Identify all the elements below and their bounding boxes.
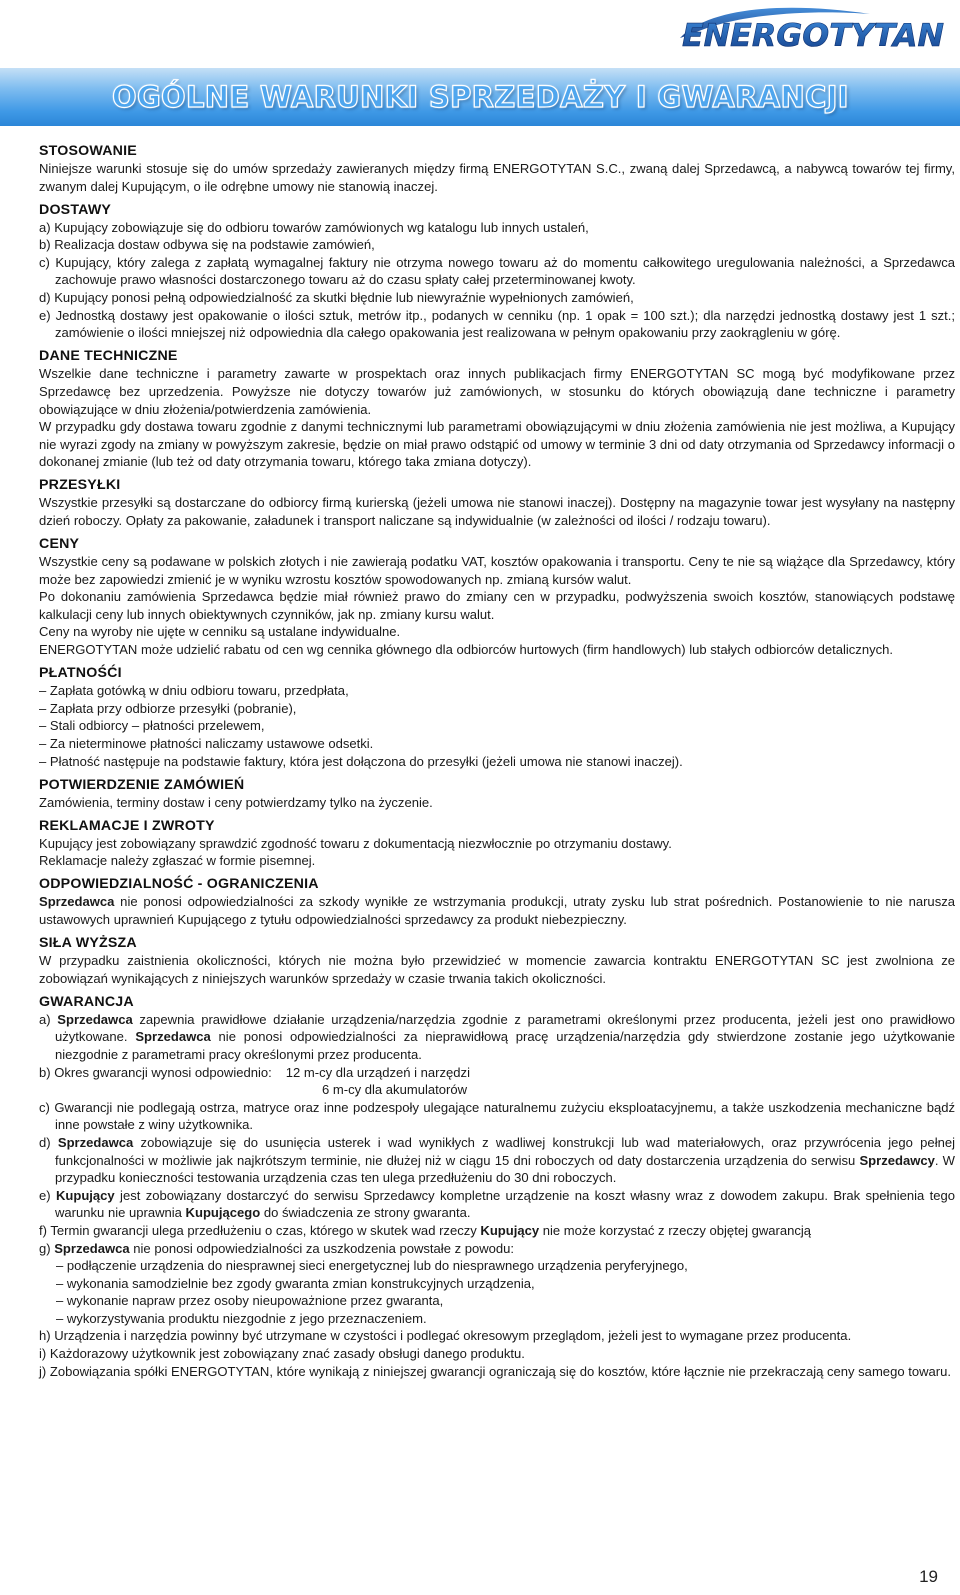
item-label: g) <box>39 1240 51 1256</box>
item-label: j) <box>39 1363 47 1379</box>
paragraph: Ceny na wyroby nie ujęte w cenniku są ustalane indywidualne. <box>39 624 401 640</box>
item-text: jest zobowiązany dostarczyć do serwisu Sprzedawcy kompletne urządzenie na koszt własny wraz z dowodem zakupu. Brak spełnienia tego warunku nie uprawnia <box>55 1187 956 1221</box>
section-sila-wyzsza <box>39 934 955 987</box>
list-item: – Zapłata przy odbiorze przesyłki (pobranie), <box>39 700 297 716</box>
paragraph: Zamówienia, terminy dostaw i ceny potwierdzamy tylko na życzenie. <box>39 794 433 810</box>
warranty-item-h <box>39 1327 955 1345</box>
section-heading: ODPOWIEDZIALNOŚĆ - OGRANICZENIA <box>39 876 319 893</box>
section-heading: DANE TECHNICZNE <box>39 348 178 365</box>
bold-term: Kupujący <box>480 1222 540 1238</box>
list-item: b) Realizacja dostaw odbywa się na podstawie zamówień, <box>39 237 375 253</box>
paragraph: Reklamacje należy zgłaszać w formie pisemnej. <box>39 853 316 869</box>
item-text: zapewnia prawidłowe działanie urządzenia/narzędzia zgodnie z parametrami określonymi przez producenta, jeżeli jest ono prawidłowo użytkowane. <box>55 1011 956 1045</box>
item-text: nie ponosi odpowiedzialności za nieprawidłową pracę urządzenia/narzędzia gdy stwierdzone zostanie jego użytkowanie niezgodnie z parametrami pracy określonymi przez producenta. <box>55 1029 955 1062</box>
paragraph: W przypadku gdy dostawa towaru zgodnie z danymi technicznymi lub parametrami obowiązującymi w dniu złożenia zamówienia nie jest możliwa, a Kupujący nie wyrazi zgody na zmiany w powyższym zakresie, będzie on miał prawo odstąpić od umowy w terminie 3 dni od daty otrzymania od Sprzedawcy informacji o dokonanej zmianie (lub też od daty otrzymania towaru, którego taka zmiana dotyczy). <box>39 419 955 470</box>
warranty-item-e <box>39 1187 955 1222</box>
section-reklamacje <box>39 817 955 870</box>
item-text: . W przypadku konieczności testowania urządzenia czas ten ulega przedłużeniu do 30 dni roboczych. <box>55 1152 955 1186</box>
item-text: Zobowiązania spółki ENERGOTYTAN, które wynikają z niniejszej gwarancji ograniczają się do kosztów, które łącznie nie przekraczają ceny samego towaru. <box>49 1363 951 1379</box>
section-heading: REKLAMACJE I ZWROTY <box>39 817 215 834</box>
page-number: 19 <box>919 1567 938 1586</box>
section-heading: STOSOWANIE <box>39 143 137 159</box>
bold-term: Sprzedawca <box>54 1240 130 1256</box>
paragraph: Po dokonaniu zamówienia Sprzedawca będzie miał również prawo do zmiany cen w przypadku, podwyższenia swoich kosztów, stanowiących podstawę kalkulacji ceny lub innych obiektywnych czynników, jak np. zmiany kursu walut. <box>39 589 955 622</box>
section-heading: CENY <box>39 536 80 553</box>
section-platnosci <box>39 664 955 770</box>
section-dostawy <box>39 201 955 342</box>
list-item: – Zapłata gotówką w dniu odbioru towaru, przedpłata, <box>39 683 349 699</box>
section-heading: PŁATNOŚĆI <box>39 665 122 682</box>
section-heading: SIŁA WYŻSZA <box>39 935 137 952</box>
section-potwierdzenie <box>39 776 955 812</box>
warranty-item-a <box>39 1011 955 1064</box>
item-label: b) Okres gwarancji wynosi odpowiednio: <box>39 1064 272 1080</box>
section-przesylki <box>39 476 955 529</box>
list-item: – Płatność następuje na podstawie faktury, która jest dołączona do przesyłki (jeżeli umowa nie stanowi inaczej). <box>39 753 683 769</box>
paragraph: Wszystkie przesyłki są dostarczane do odbiorcy firmą kurierską (jeżeli umowa nie stanowi inaczej). Dostępny na magazynie towar jest wysyłany na następny dzień roboczy. Opłaty za pakowanie, załadunek i transport naliczane są indywidualnie (w zależności od ilości / rodzaju towaru). <box>39 495 955 528</box>
list-item: – Stali odbiorcy – płatności przelewem, <box>39 718 265 734</box>
item-label: c) <box>39 1099 50 1115</box>
warranty-item-d <box>39 1134 955 1187</box>
list-item: e) Jednostką dostawy jest opakowanie o ilości sztuk, metrów itp., podanych w cenniku (np. 1 opak = 100 szt.); dla narzędzi jednostką dostawy jest 1 szt.; zamówienie o ilości mniejszej niż odpowiednia dla całego opakowania jest realizowana w pełnym opakowaniu przy zaokrągleniu w górę. <box>39 307 955 341</box>
paragraph: Niniejsze warunki stosuje się do umów sprzedaży zawieranych między firmą ENERGOTYTAN S.C., zwaną dalej Sprzedawcą, a nabywcą towarów tej firmy, zwanym dalej Kupującym, o ile odrębne umowy nie stanowią inaczej. <box>39 161 955 194</box>
paragraph: Wszystkie ceny są podawane w polskich złotych i nie zawierają podatku VAT, kosztów opakowania i transportu. Ceny te nie są wiążące dla Sprzedawcy, który może bez zapowiedzi zmienić je w wyniku wzrostu kosztów spowodowanych np. zmianą kursów walut. <box>39 554 955 587</box>
paragraph: W przypadku zaistnienia okoliczności, których nie można było przewidzieć w momencie zawarcia kontraktu ENERGOTYTAN SC jest zwolniona ze zobowiązań wynikających z niniejszych warunków sprzedaży w czasie trwania takich okoliczności. <box>39 953 955 986</box>
item-label: i) <box>39 1346 47 1362</box>
item-text: Każdorazowy użytkownik jest zobowiązany znać zasady obsługi danego produktu. <box>49 1346 525 1362</box>
bold-term: Sprzedawca <box>57 1011 133 1027</box>
item-label: f) <box>39 1222 47 1238</box>
item-text: nie może korzystać z rzeczy objętej gwarancją <box>539 1222 812 1238</box>
logo-text: ENERGOTYTAN <box>682 18 945 54</box>
paragraph: Kupujący jest zobowiązany sprawdzić zgodność towaru z dokumentacją niezwłocznie po otrzymaniu dostawy. <box>39 835 672 851</box>
item-text: do świadczenia ze strony gwaranta. <box>260 1205 471 1221</box>
list-item: – Za nieterminowe płatności naliczamy ustawowe odsetki. <box>39 735 374 751</box>
warranty-item-f <box>39 1222 955 1240</box>
paragraph-text: nie ponosi odpowiedzialności za szkody wynikłe ze wstrzymania produkcji, utraty zysku lub strat pośrednich. Postanowienie to nie narusza ustawowych uprawnień Kupującego z tytułu odpowiedzialności sprzedawcy za produkt niebezpieczny. <box>39 894 955 927</box>
warranty-item-c <box>39 1099 955 1134</box>
warranty-period-tools: 12 m-cy dla urządzeń i narzędzi <box>285 1064 470 1080</box>
energotytan-logo <box>670 4 952 62</box>
item-label: h) <box>39 1328 51 1344</box>
section-heading: GWARANCJA <box>39 993 134 1010</box>
item-label: e) <box>39 1187 51 1203</box>
list-item: c) Kupujący, który zalega z zapłatą wymagalnej faktury nie otrzyma nowego towaru aż do momentu całkowitego uregulowania należności, a Sprzedawca zachowuje prawo własności dostarczonego towaru aż do czasu spłaty całej przeterminowanej kwoty. <box>39 254 955 288</box>
section-stosowanie <box>39 142 955 195</box>
document-body <box>39 142 955 1386</box>
warranty-exclusion: – wykonanie napraw przez osoby nieupoważnione przez gwaranta, <box>56 1293 444 1309</box>
paragraph: Wszelkie dane techniczne i parametry zawarte w prospektach oraz innych publikacjach firmy ENERGOTYTAN SC mogą być modyfikowane przez Sprzedawcę bez uprzedzenia. Powyższe nie dotyczy towarów już zamówionych, w stosunku do których obowiązują dane techniczne i parametry obowiązujące w dniu złożenia/potwierdzenia zamówienia. <box>39 366 955 417</box>
section-ceny <box>39 535 955 659</box>
warranty-item-g <box>39 1240 955 1258</box>
item-label: a) <box>39 1011 51 1027</box>
warranty-exclusion: – wykorzystywania produktu niezgodnie z jego przeznaczeniem. <box>56 1310 427 1326</box>
paragraph <box>39 893 955 928</box>
title-banner <box>0 68 960 126</box>
warranty-item-j <box>39 1363 955 1381</box>
warranty-exclusion: – podłączenie urządzenia do niesprawnej sieci energetycznej lub do niesprawnego urządzenia peryferyjnego, <box>56 1258 688 1274</box>
bold-term: Sprzedawcy <box>859 1152 935 1168</box>
bold-term: Sprzedawca <box>135 1029 211 1045</box>
item-text: Termin gwarancji ulega przedłużeniu o czas, którego w skutek wad rzeczy <box>50 1222 481 1238</box>
section-dane-techniczne <box>39 347 955 471</box>
section-heading: PRZESYŁKI <box>39 477 121 494</box>
list-item: a) Kupujący zobowiązuje się do odbioru towarów zamówionych wg katalogu lub innych ustaleń, <box>39 219 589 235</box>
section-heading: DOSTAWY <box>39 201 112 218</box>
paragraph: ENERGOTYTAN może udzielić rabatu od cen wg cennika głównego dla odbiorców hurtowych (firm handlowych) lub stałych odbiorców detalicznych. <box>39 642 894 658</box>
page-title: OGÓLNE WARUNKI SPRZEDAŻY I GWARANCJI <box>112 80 849 114</box>
warranty-exclusion: – wykonania samodzielnie bez zgody gwaranta zmian konstrukcyjnych urządzenia, <box>56 1275 535 1291</box>
list-item: d) Kupujący ponosi pełną odpowiedzialność za skutki błędnie lub niewyraźnie wypełnionych zamówień, <box>39 290 634 306</box>
warranty-period-batteries: 6 m-cy dla akumulatorów <box>322 1082 468 1098</box>
item-text: nie ponosi odpowiedzialności za uszkodzenia powstałe z powodu: <box>129 1240 515 1256</box>
bold-term: Kupującego <box>185 1205 261 1221</box>
section-gwarancja <box>39 993 955 1380</box>
warranty-item-b <box>39 1064 955 1082</box>
section-odpowiedzialnosc <box>39 875 955 928</box>
bold-term: Sprzedawca <box>57 1134 134 1150</box>
bold-term: Kupujący <box>55 1187 115 1203</box>
item-text: Gwarancji nie podlegają ostrza, matryce oraz inne podzespoły ulegające naturalnemu zużyciu eksploatacyjnemu, a także uszkodzenia mechaniczne bądź inne powstałe z winy użytkownika. <box>54 1099 955 1133</box>
item-text: zobowiązuje się do usunięcia usterek i wad wynikłych z wadliwej konstrukcji lub wad materiałowych, oraz przywrócenia jego pełnej funkcjonalności w możliwie jak najkrótszym terminie, nie dłużej niż w ciągu 15 dni roboczych od daty dostarczenia urządzenia do serwisu <box>55 1134 956 1168</box>
warranty-item-i <box>39 1345 955 1363</box>
item-text: Urządzenia i narzędzia powinny być utrzymane w czystości i podlegać okresowym przeglądom, jeżeli jest to wymagane przez producenta. <box>54 1328 852 1344</box>
section-heading: POTWIERDZENIE ZAMÓWIEŃ <box>39 776 245 793</box>
bold-term: Sprzedawca <box>39 894 115 910</box>
item-label: d) <box>39 1134 51 1150</box>
